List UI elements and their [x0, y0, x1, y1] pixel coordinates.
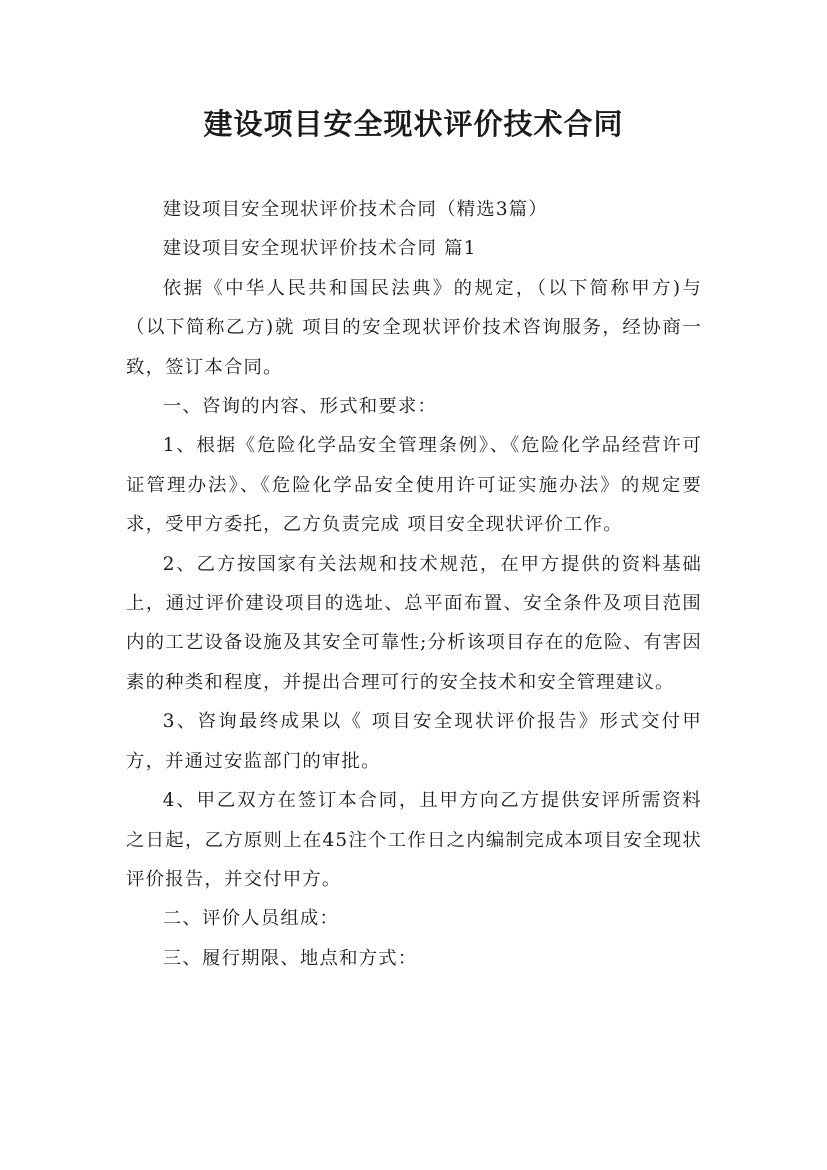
clause-1: 1、根据《危险化学品安全管理条例》、《危险化学品经营许可证管理办法》、《危险化学品安全使用许可证实施办法》的规定要求，受甲方委托，乙方负责完成 项目安全现状评价工作。 — [126, 435, 702, 536]
paragraph-preamble: 依据《中华人民共和国民法典》的规定，（以下简称甲方)与（以下简称乙方)就 项目的安全现状评价技术咨询服务，经协商一致，签订本合同。 — [126, 277, 702, 378]
paragraph-part-heading: 建设项目安全现状评价技术合同 篇1 — [162, 238, 477, 260]
paragraph-subtitle: 建设项目安全现状评价技术合同（精选3篇） — [162, 199, 548, 220]
clause-3: 3、咨询最终成果以《 项目安全现状评价报告》形式交付甲方，并通过安监部门的审批。 — [126, 711, 702, 772]
section-heading-3: 三、履行期限、地点和方式： — [162, 947, 418, 969]
clause-2: 2、乙方按国家有关法规和技术规范，在甲方提供的资料基础上，通过评价建设项目的选址、总平面布置、安全条件及项目范围内的工艺设备设施及其安全可靠性;分析该项目存在的危险、有害因素的种类和程度，并提出合理可行的安全技术和安全管理建议。 — [126, 553, 702, 693]
document-title: 建设项目安全现状评价技术合同 — [203, 107, 624, 141]
document-body — [126, 190, 702, 978]
section-heading-2: 二、评价人员组成： — [162, 908, 340, 930]
section-heading-1: 一、咨询的内容、形式和要求： — [162, 396, 438, 418]
clause-4: 4、甲乙双方在签订本合同，且甲方向乙方提供安评所需资料之日起，乙方原则上在45注个工作日之内编制完成本项目安全现状评价报告，并交付甲方。 — [126, 790, 702, 890]
